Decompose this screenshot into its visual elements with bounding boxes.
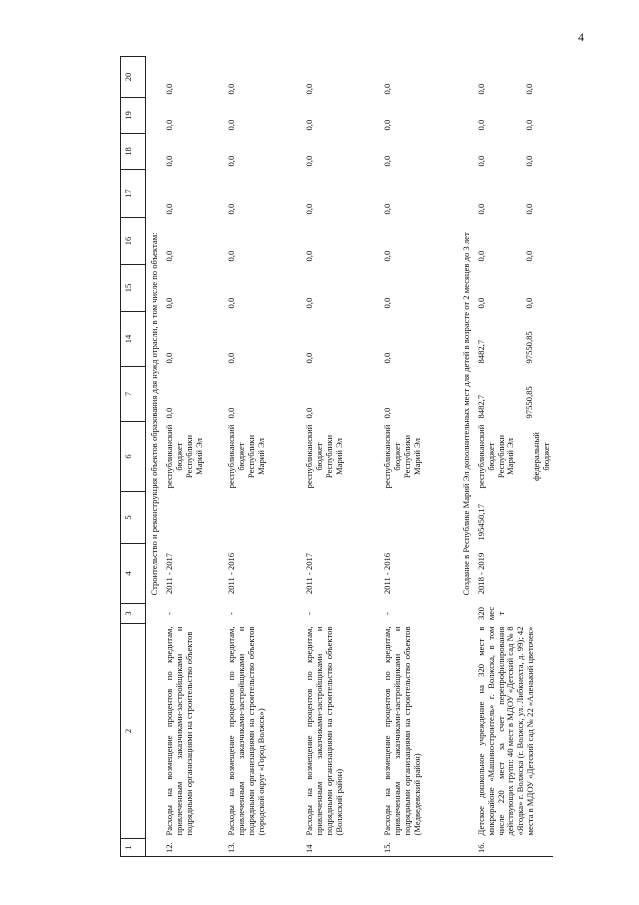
- header-cell: 4: [121, 544, 146, 604]
- rotated-page: [120, 57, 605, 857]
- cell: 0,0: [163, 250, 174, 262]
- cell: 0,0: [303, 83, 314, 95]
- header-cell: 2: [121, 624, 146, 839]
- source-cell: республиканский бюджет Республики Марий Эл: [303, 424, 344, 489]
- cell: 0,0: [163, 352, 174, 364]
- row-name: Расходы на возмещение процентов по кредитам, привлеченным заказчиками-застройщиками и подрядными организациями на строительство объектов (городской округ «Город Волжск»): [225, 626, 266, 836]
- cell: 0,0: [303, 407, 314, 419]
- cell: 0,0: [381, 83, 392, 95]
- row-number: 14: [304, 839, 382, 857]
- period-cell: 2011 - 2016: [225, 552, 236, 595]
- cell: 0,0: [303, 203, 314, 215]
- row-number: 12.: [164, 839, 226, 857]
- source-cell: республиканский бюджет Республики Марий Эл: [163, 424, 204, 489]
- header-cell: 6: [121, 422, 146, 492]
- cell: 0,0: [225, 203, 236, 215]
- cell: [164, 492, 226, 544]
- row-name: Расходы на возмещение процентов по кредитам, привлеченным заказчиками-застройщиками и подрядными организациями на строительство объектов (Медведевский район): [381, 626, 422, 836]
- cell: 0,0: [303, 119, 314, 131]
- cell: 0,0: [225, 407, 236, 419]
- section-row: [146, 57, 164, 857]
- table-row: [476, 57, 553, 857]
- section-row: [458, 57, 476, 857]
- cell: 8482,7 97550,85: [475, 331, 534, 364]
- table-row: [164, 57, 226, 857]
- cell: -: [225, 612, 236, 615]
- cell: 0,0: [163, 83, 174, 95]
- header-cell: 7: [121, 367, 146, 422]
- header-cell: 17: [121, 170, 146, 218]
- row-name: Расходы на возмещение процентов по кредитам, привлеченным заказчиками-застройщиками и подрядными организациями на строительство объектов: [163, 626, 194, 836]
- header-cell: 20: [121, 57, 146, 98]
- page-number: 4: [578, 30, 584, 44]
- cost-cell: 195450,17: [475, 503, 486, 541]
- cell: 0,0: [225, 119, 236, 131]
- period-cell: 2011 - 2016: [381, 552, 392, 595]
- cell: -: [163, 612, 174, 615]
- cell: 8482,7 97550,85: [475, 386, 534, 419]
- source-federal: федеральный бюджет: [531, 432, 552, 481]
- header-cell: 18: [121, 134, 146, 170]
- cell: 0,0: [381, 203, 392, 215]
- period-cell: 2018 - 2019: [475, 552, 486, 595]
- program-table: [120, 56, 553, 857]
- cell: [226, 492, 304, 544]
- cell: 0,0: [225, 83, 236, 95]
- header-cell: 1: [121, 839, 146, 857]
- period-cell: 2011 - 2017: [303, 552, 314, 595]
- header-cell: 3: [121, 604, 146, 624]
- cell: -: [381, 612, 392, 615]
- row-number: 13.: [226, 839, 304, 857]
- cell: [382, 492, 458, 544]
- cell: 0,0 0,0: [475, 83, 534, 95]
- cell: [304, 492, 382, 544]
- cell: 0,0: [163, 297, 174, 309]
- section-title: Строительство и реконструкция объектов образования для нужд отрасли, в том числе по объектам:: [149, 232, 159, 596]
- cell: 0,0: [381, 119, 392, 131]
- cell: 0,0: [163, 407, 174, 419]
- cell: 0,0 0,0: [475, 119, 534, 131]
- header-cell: 15: [121, 265, 146, 312]
- cell: 0,0: [303, 297, 314, 309]
- cell: 0,0: [225, 155, 236, 167]
- section-title: Создание в Республике Марий Эл дополнительных мест для детей в возрасте от 2 месяцев до 3 лет: [460, 232, 471, 596]
- cell: 0,0: [163, 155, 174, 167]
- cell: 0,0: [381, 352, 392, 364]
- cell: 0,0: [303, 250, 314, 262]
- cell: 0,0: [381, 297, 392, 309]
- header-cell: 16: [121, 218, 146, 265]
- cell: 0,0 0,0: [475, 203, 534, 215]
- table-row: [382, 57, 458, 857]
- row-name: Расходы на возмещение процентов по кредитам, привлеченным заказчиками-застройщиками и подрядными организациями на строительство объектов (Волжский район): [303, 626, 344, 836]
- source-regional: республиканский бюджет Республики Марий Эл: [475, 424, 516, 489]
- row-number: 16.: [476, 839, 553, 857]
- cell: 0,0 0,0: [475, 155, 534, 167]
- header-cell: 14: [121, 312, 146, 367]
- cell: 0,0: [225, 297, 236, 309]
- cell: 0,0 0,0: [475, 297, 534, 309]
- cell: 0,0: [163, 203, 174, 215]
- cell: 0,0: [163, 119, 174, 131]
- cell: 0,0: [225, 352, 236, 364]
- cell: 0,0: [381, 250, 392, 262]
- cell: 0,0 0,0: [475, 250, 534, 262]
- table-row: [304, 57, 382, 857]
- row-name: Детское дошкольное учреждение на 320 мест в микрорайоне «Машиностроитель» г. Волжска, в том числе 220 мест за счет перепрофилирования действующих групп: 40 мест в МДОУ «Детский сад № 8 «Ягодка» г. Волжска (г. Волжск, ул. Либкнехта, д. 99); 42 места в МДОУ «Детский сад № 22 «Аленький цветочек»: [475, 626, 536, 836]
- cell: 0,0: [303, 155, 314, 167]
- header-row: [121, 57, 146, 857]
- cell: 0,0: [381, 155, 392, 167]
- cell: -: [303, 612, 314, 615]
- capacity-cell: 320 мест: [475, 606, 506, 621]
- period-cell: 2011 - 2017: [163, 552, 174, 595]
- source-cell: республиканский бюджет Республики Марий Эл: [381, 424, 422, 489]
- cell: 0,0: [303, 352, 314, 364]
- source-cell: [476, 422, 553, 492]
- header-cell: 5: [121, 492, 146, 544]
- cell: 0,0: [225, 250, 236, 262]
- header-cell: 19: [121, 98, 146, 134]
- row-number: 15.: [382, 839, 458, 857]
- cell: 0,0: [381, 407, 392, 419]
- table-row: [226, 57, 304, 857]
- source-cell: республиканский бюджет Республики Марий Эл: [225, 424, 266, 489]
